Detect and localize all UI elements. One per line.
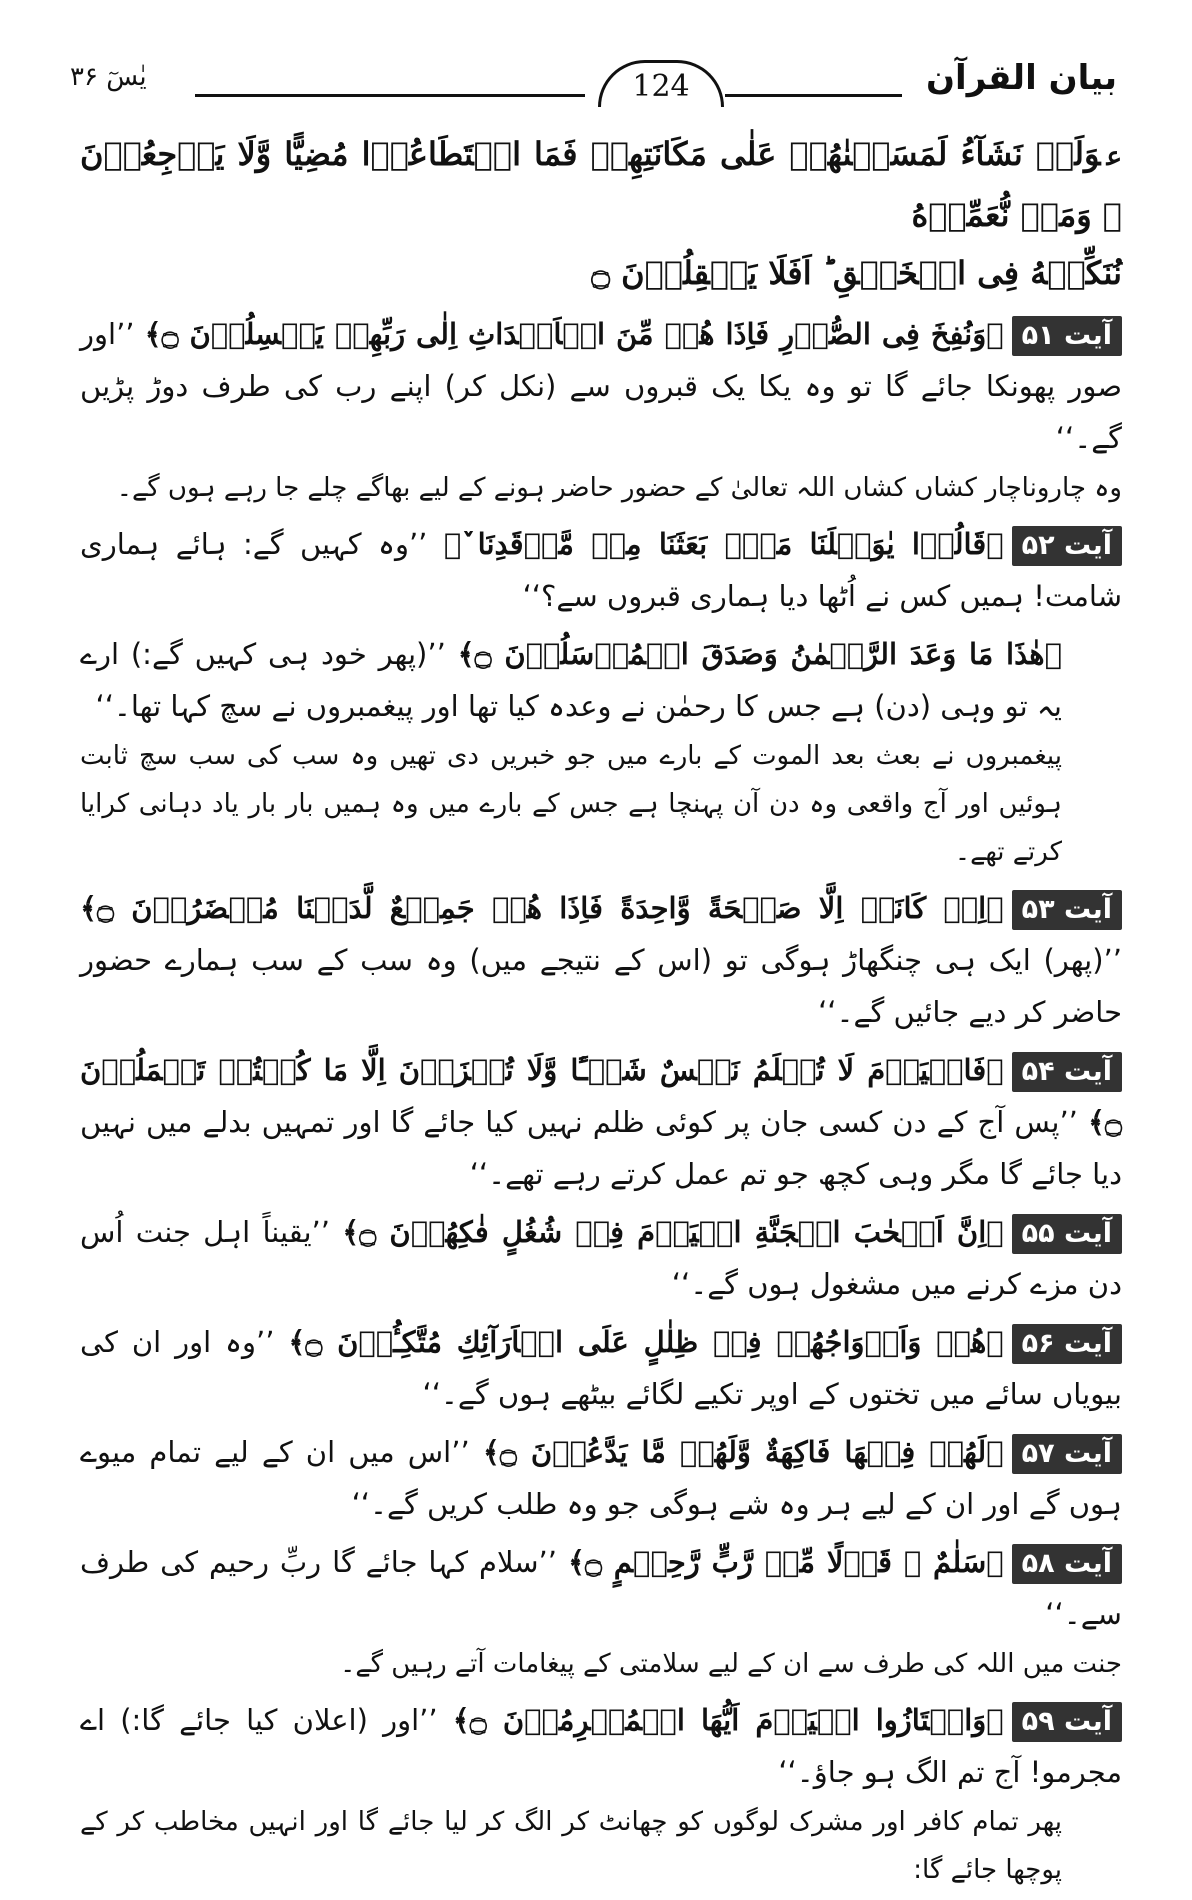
verse-block bbox=[80, 1426, 1122, 1530]
verse-translation: ’’وہ اور ان کی بیویاں سائے میں تختوں کے اوپر تکیے لگائے بیٹھے ہوں گے۔‘‘ bbox=[80, 1325, 1122, 1411]
verse-tag: آیت ۵۶ bbox=[1012, 1324, 1122, 1364]
verse-tag: آیت ۵۹ bbox=[1012, 1702, 1122, 1742]
verse-block bbox=[80, 308, 1122, 512]
verse-note: پیغمبروں نے بعث بعد الموت کے بارے میں جو خبریں دی تھیں وہ سب کی سب سچ ثابت ہوئیں اور آج واقعی وہ دن آن پہنچا ہے جس کے بارے میں وہ ہمیں بار بار یاد دہانی کرایا کرتے تھے۔ bbox=[80, 741, 1062, 867]
verse-translation: ’’(پھر خود ہی کہیں گے:) ارے یہ تو وہی (دن) ہے جس کا رحمٰن نے وعدہ کیا تھا اور پیغمبروں نے سچ کہا تھا۔‘‘ bbox=[80, 637, 1062, 723]
header-rule-left bbox=[195, 94, 585, 97]
verse-block bbox=[80, 628, 1122, 876]
opening-line-1: عوَلَوۡ نَشَآءُ لَمَسَخۡنٰهُمۡ عَلٰی مَكَانَتِهِمۡ فَمَا اسۡتَطَاعُوۡا مُضِیًّا وَّلَا یَرۡجِعُوۡنَ ؏ وَمَنۡ نُّعَمِّرۡهُ bbox=[80, 135, 1122, 234]
verse-translation: ’’وہ کہیں گے: ہائے ہماری شامت! ہمیں کس نے اُٹھا دیا ہماری قبروں سے؟‘‘ bbox=[80, 527, 1122, 613]
verse-arabic: ﴿اِنَّ اَصۡحٰبَ الۡجَنَّةِ الۡیَوۡمَ فِیۡ شُغُلٍ فٰكِهُوۡنَ ۝﴾ bbox=[342, 1215, 1004, 1249]
verse-arabic: ﴿وَامۡتَازُوا الۡیَوۡمَ اَیُّهَا الۡمُجۡرِمُوۡنَ ۝﴾ bbox=[452, 1703, 1004, 1737]
verse-arabic: ﴿قَالُوۡا یٰوَیۡلَنَا مَنۡۢ بَعَثَنَا مِنۡ مَّرۡقَدِنَا ٚ﴾ bbox=[443, 527, 1004, 561]
verse-tag: آیت ۵۵ bbox=[1012, 1214, 1122, 1254]
header-rule-right bbox=[725, 94, 902, 97]
verse-tag: آیت ۵۱ bbox=[1012, 316, 1122, 356]
verse-tag: آیت ۵۳ bbox=[1012, 890, 1122, 930]
verse-translation: ’’پس آج کے دن کسی جان پر کوئی ظلم نہیں کیا جائے گا اور تمہیں بدلے میں نہیں دیا جائے گا مگر وہی کچھ جو تم عمل کرتے رہے تھے۔‘‘ bbox=[80, 1105, 1122, 1191]
verse-translation: ’’اور صور پھونکا جائے گا تو وہ یکا یک قبروں سے (نکل کر) اپنے رب کی طرف دوڑ پڑیں گے۔‘‘ bbox=[80, 317, 1122, 455]
verse-block bbox=[80, 1044, 1122, 1200]
verse-block bbox=[80, 1206, 1122, 1310]
verse-translation: ’’سلام کہا جائے گا ربِّ رحیم کی طرف سے۔‘‘ bbox=[80, 1545, 1122, 1631]
surah-label: یٰسٓ ۳۶ bbox=[70, 62, 147, 92]
verse-arabic: ﴿اِنۡ كَانَتۡ اِلَّا صَیۡحَةً وَّاحِدَةً فَاِذَا هُمۡ جَمِیۡعٌ لَّدَیۡنَا مُحۡضَرُوۡنَ ۝﴾ bbox=[80, 891, 1004, 925]
verse-arabic: ﴿هٰذَا مَا وَعَدَ الرَّحۡمٰنُ وَصَدَقَ الۡمُرۡسَلُوۡنَ ۝﴾ bbox=[457, 637, 1062, 671]
verse-translation: ’’یقیناً اہل جنت اُس دن مزے کرنے میں مشغول ہوں گے۔‘‘ bbox=[80, 1215, 1122, 1301]
opening-verse bbox=[80, 125, 1122, 302]
opening-line-2: نُنَكِّسۡهُ فِی الۡخَلۡقِ ؕ اَفَلَا یَعۡقِلُوۡنَ ۝ bbox=[591, 254, 1122, 292]
verse-arabic: ﴿سَلٰمٌ ۟ قَوۡلًا مِّنۡ رَّبٍّ رَّحِیۡمٍ ۝﴾ bbox=[567, 1545, 1004, 1579]
ruku-marker: ع bbox=[1106, 142, 1122, 172]
page-header bbox=[70, 48, 1117, 108]
verse-tag: آیت ۵۸ bbox=[1012, 1544, 1122, 1584]
verse-tag: آیت ۵۲ bbox=[1012, 526, 1122, 566]
verse-tag: آیت ۵۴ bbox=[1012, 1052, 1122, 1092]
verse-translation: ’’(پھر) ایک ہی چنگھاڑ ہوگی تو (اس کے نتیجے میں) وہ سب کے سب ہمارے حضور حاضر کر دیے جائیں گے۔‘‘ bbox=[80, 943, 1122, 1029]
verse-arabic: ﴿لَهُمۡ فِیۡهَا فَاكِهَةٌ وَّلَهُمۡ مَّا یَدَّعُوۡنَ ۝﴾ bbox=[482, 1435, 1004, 1469]
verse-block bbox=[80, 1536, 1122, 1688]
page-body bbox=[80, 125, 1122, 1900]
verse-translation: ’’اور (اعلان کیا جائے گا:) اے مجرمو! آج تم الگ ہو جاؤ۔‘‘ bbox=[80, 1703, 1122, 1789]
verse-block bbox=[80, 882, 1122, 1038]
verse-note: وہ چاروناچار کشاں کشاں اللہ تعالیٰ کے حضور حاضر ہونے کے لیے بھاگے چلے جا رہے ہوں گے۔ bbox=[116, 473, 1122, 503]
page-number: 124 bbox=[598, 60, 724, 107]
book-title: بیان القرآن bbox=[926, 58, 1117, 98]
verse-note: جنت میں اللہ کی طرف سے ان کے لیے سلامتی کے پیغامات آتے رہیں گے۔ bbox=[340, 1649, 1122, 1679]
verse-translation: ’’اس میں ان کے لیے تمام میوے ہوں گے اور ان کے لیے ہر وہ شے ہوگی جو وہ طلب کریں گے۔‘‘ bbox=[80, 1435, 1122, 1521]
verse-arabic: ﴿وَنُفِخَ فِی الصُّوۡرِ فَاِذَا هُمۡ مِّنَ الۡاَجۡدَاثِ اِلٰی رَبِّهِمۡ یَنۡسِلُوۡنَ ۝﴾ bbox=[144, 317, 1004, 351]
verse-block bbox=[80, 518, 1122, 622]
verse-block bbox=[80, 1694, 1122, 1894]
verse-arabic: ﴿هُمۡ وَاَزۡوَاجُهُمۡ فِیۡ ظِلٰلٍ عَلَی الۡاَرَآئِكِ مُتَّكِـُٔوۡنَ ۝﴾ bbox=[288, 1325, 1004, 1359]
verse-arabic: ﴿فَالۡیَوۡمَ لَا تُظۡلَمُ نَفۡسٌ شَیۡـًٔا وَّلَا تُجۡزَوۡنَ اِلَّا مَا كُنۡتُمۡ تَعۡمَلُوۡنَ ۝﴾ bbox=[80, 1053, 1122, 1139]
verse-block bbox=[80, 1316, 1122, 1420]
verse-note: پھر تمام کافر اور مشرک لوگوں کو چھانٹ کر الگ کر لیا جائے گا اور انہیں مخاطب کر کے پوچھا جائے گا: bbox=[80, 1807, 1062, 1885]
verse-tag: آیت ۵۷ bbox=[1012, 1434, 1122, 1474]
